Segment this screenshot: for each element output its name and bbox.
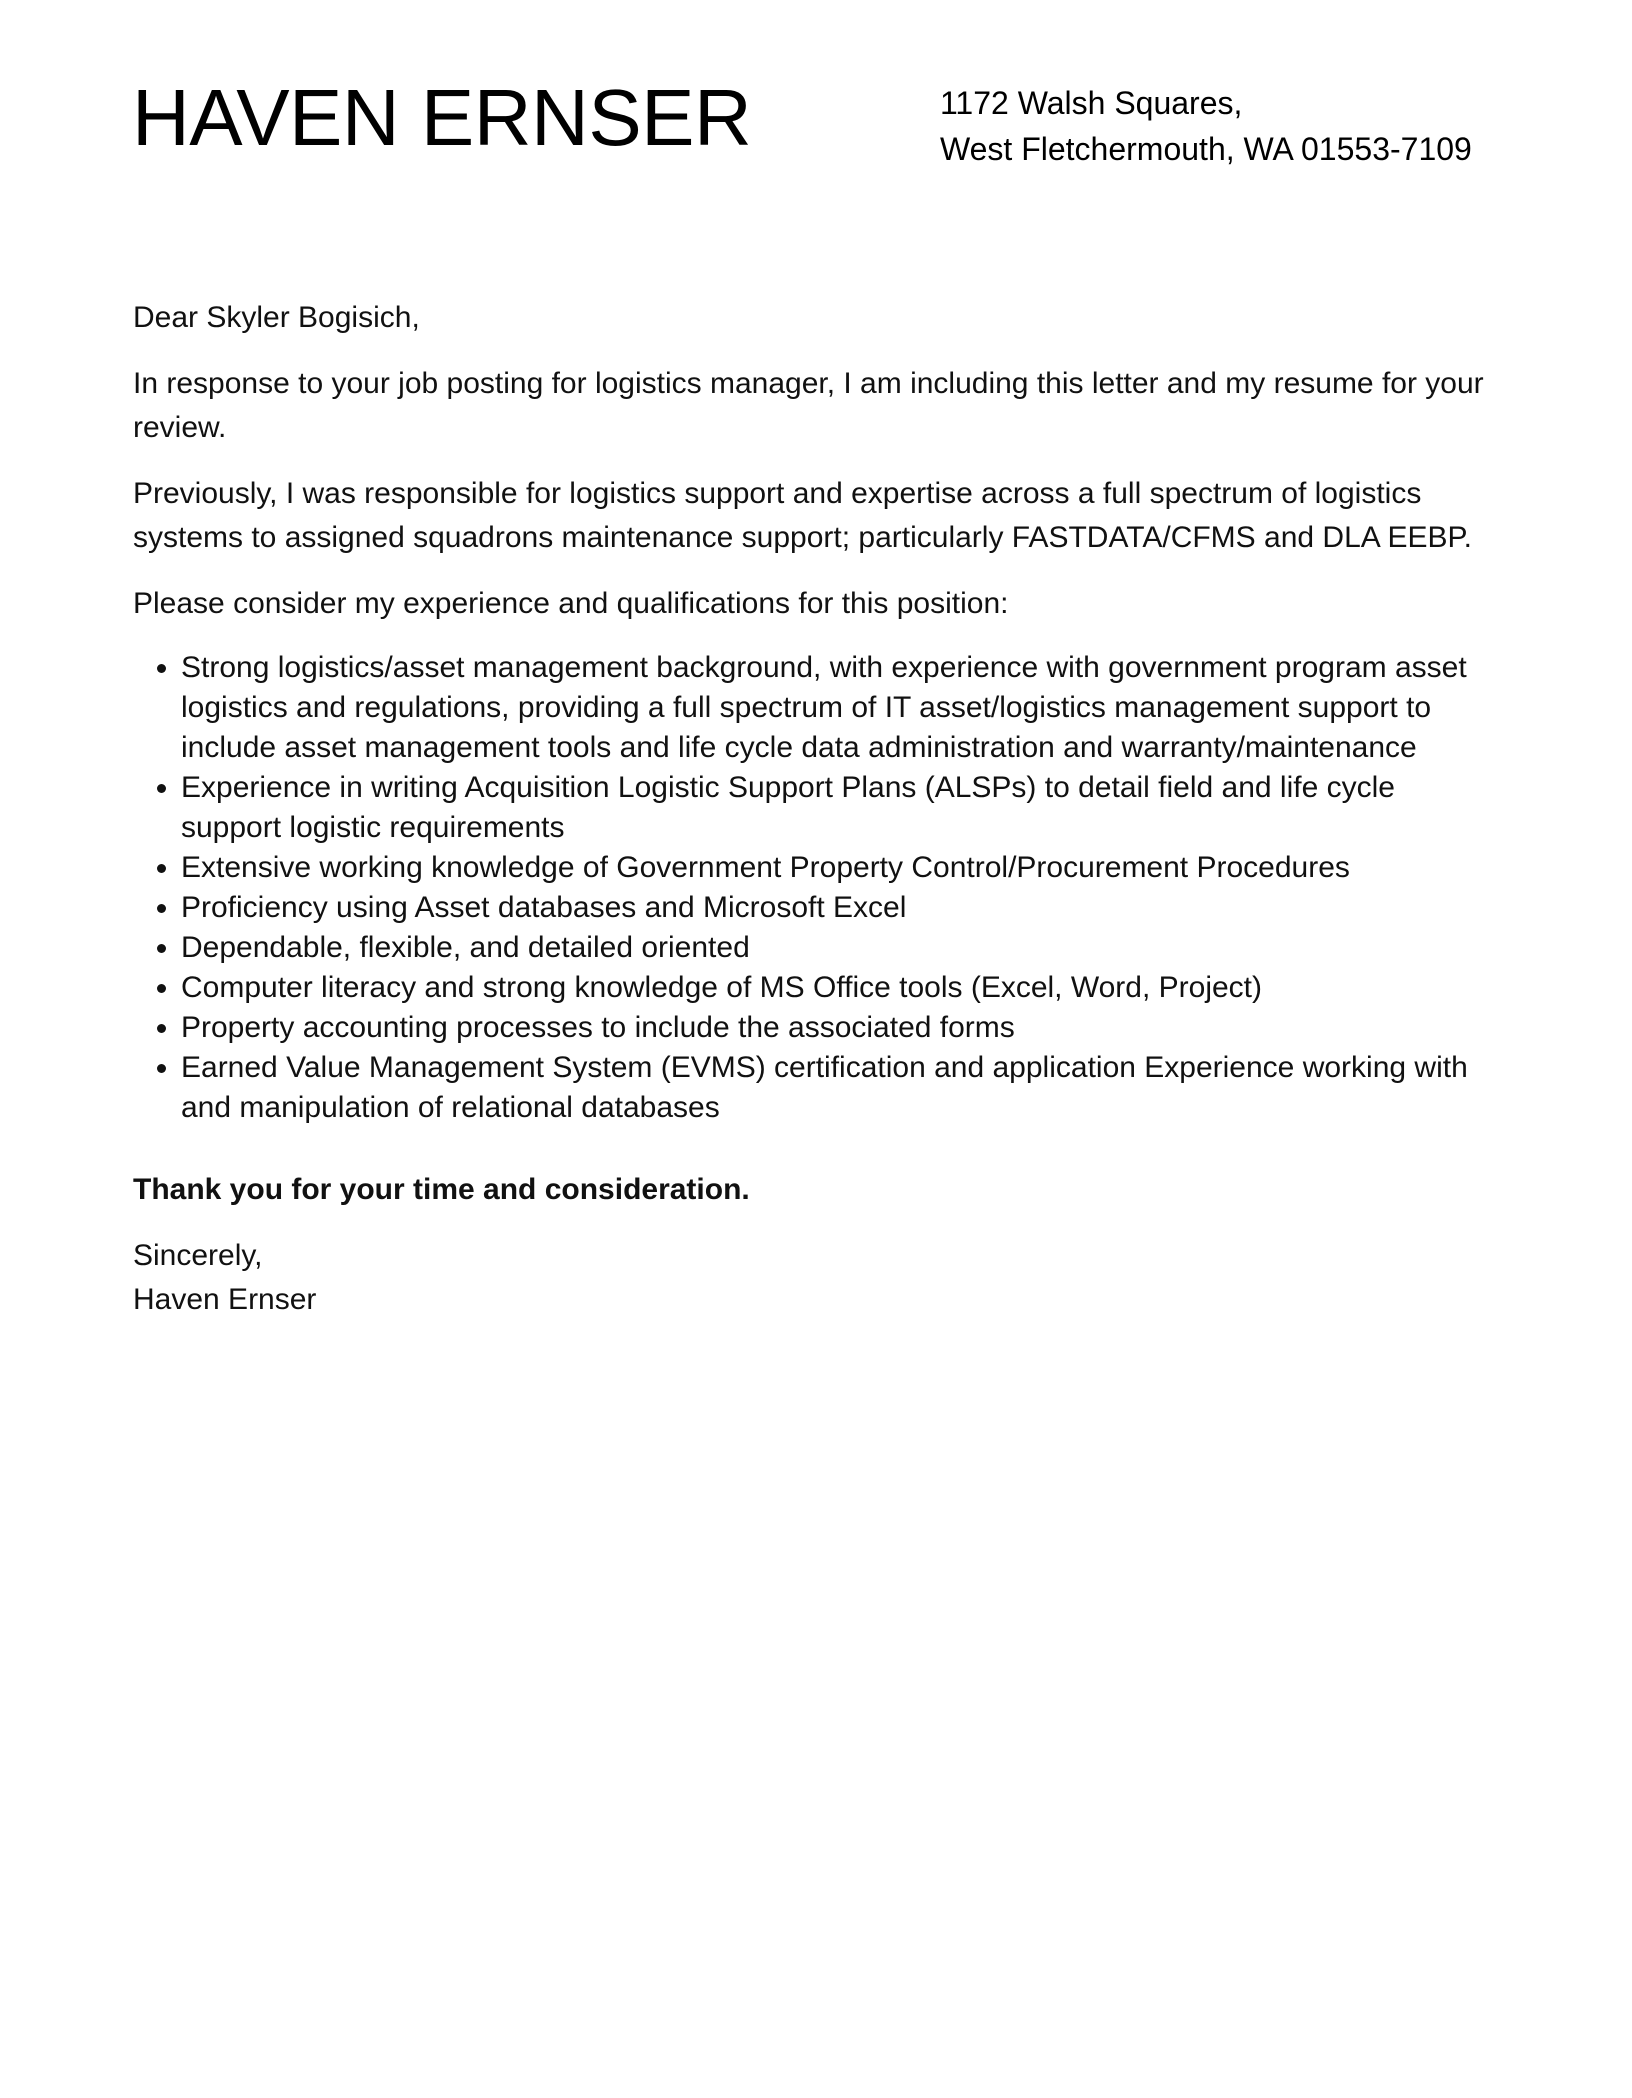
address-line-2: West Fletchermouth, WA 01553-7109 [940,131,1472,167]
list-item: • Extensive working knowledge of Government Property Control/Procurement Procedures [181,848,1503,888]
signature-name: Haven Ernser [133,1283,317,1316]
list-item: • Strong logistics/asset management background, with experience with government program asset logistics and regulations, providing a full spectrum of IT asset/logistics management support to include asset management tools and life cycle data administration and warranty/maintenance [181,648,1503,768]
list-item: • Property accounting processes to include the associated forms [181,1008,1503,1048]
applicant-address [940,80,1472,172]
list-item: • Dependable, flexible, and detailed oriented [181,928,1503,968]
list-item: • Proficiency using Asset databases and Microsoft Excel [181,888,1503,928]
letter-body [133,296,1503,1322]
list-item: • Computer literacy and strong knowledge of MS Office tools (Excel, Word, Project) [181,968,1503,1008]
qualifications-list [133,648,1503,1128]
address-line-1: 1172 Walsh Squares, [940,85,1243,121]
greeting: Dear Skyler Bogisich, [133,301,420,334]
paragraph-qualifications-lead: Please consider my experience and qualifications for this position: [133,587,1009,620]
closing-block [133,1234,1503,1322]
list-item: • Experience in writing Acquisition Logistic Support Plans (ALSPs) to detail field and life cycle support logistic requirements [181,768,1503,848]
thank-you-line: Thank you for your time and consideration. [133,1173,750,1206]
list-item: • Earned Value Management System (EVMS) certification and application Experience working with and manipulation of relational databases [181,1048,1503,1128]
applicant-name: HAVEN ERNSER [132,73,752,162]
paragraph-intro: In response to your job posting for logistics manager, I am including this letter and my resume for your review. [133,367,1484,444]
paragraph-experience: Previously, I was responsible for logistics support and expertise across a full spectrum of logistics systems to assigned squadrons maintenance support; particularly FASTDATA/CFMS and DLA EEBP. [133,477,1472,554]
closing-salutation: Sincerely, [133,1239,263,1272]
